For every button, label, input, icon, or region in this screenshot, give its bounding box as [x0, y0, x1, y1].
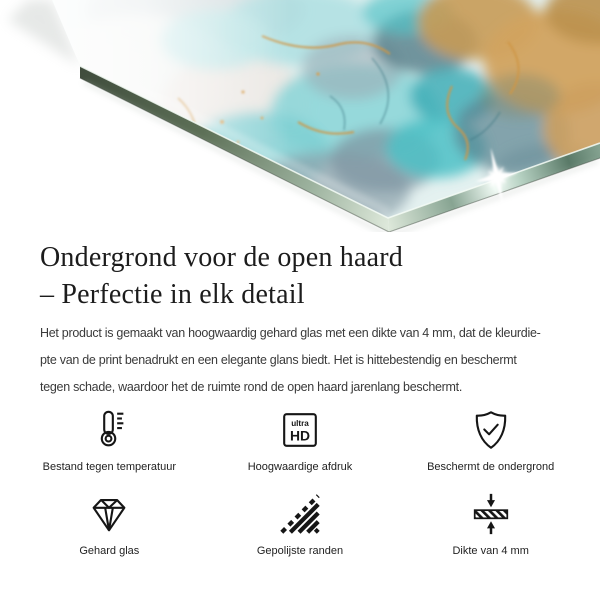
description-line: pte van de print benadrukt en een elegante glans biedt. Het is hittebestendig en beschermt — [40, 353, 517, 367]
feature-grid — [14, 407, 586, 557]
thermometer-icon — [86, 407, 132, 453]
ultra-hd-icon-text-bottom: HD — [289, 427, 311, 444]
thickness-4mm-icon — [468, 491, 514, 537]
shield-check-icon — [468, 407, 514, 453]
feature-tempered-glass — [14, 491, 205, 557]
polished-edges-icon — [277, 491, 323, 537]
page-title — [40, 232, 560, 313]
feature-temperature — [14, 407, 205, 473]
content-block — [0, 232, 600, 557]
feature-thickness — [395, 491, 586, 557]
diamond-icon — [86, 491, 132, 537]
panel-art — [0, 0, 600, 232]
ultra-hd-icon-text-top: ultra — [291, 419, 309, 429]
feature-polished-edges — [205, 491, 396, 557]
description-line: tegen schade, waardoor het de ruimte rond de open haard jarenlang beschermt. — [40, 380, 463, 394]
feature-label: Dikte van 4 mm — [452, 545, 529, 557]
product-description — [40, 320, 575, 401]
feature-label: Beschermt de ondergrond — [427, 461, 555, 473]
feature-label: Gehard glas — [79, 545, 140, 557]
feature-label: Hoogwaardige afdruk — [247, 461, 353, 473]
ultra-hd-icon — [277, 407, 323, 453]
feature-label: Gepolijste randen — [256, 545, 344, 557]
product-photo-glass-panel — [0, 0, 600, 232]
feature-protection — [395, 407, 586, 473]
feature-print-quality — [205, 407, 396, 473]
page-title-line1: Ondergrond voor de open haard — [40, 242, 403, 273]
page-title-line2: – Perfectie in elk detail — [40, 279, 305, 310]
feature-label: Bestand tegen temperatuur — [42, 461, 176, 473]
description-line: Het product is gemaakt van hoogwaardig gehard glas met een dikte van 4 mm, dat de kleurdie- — [40, 326, 541, 340]
